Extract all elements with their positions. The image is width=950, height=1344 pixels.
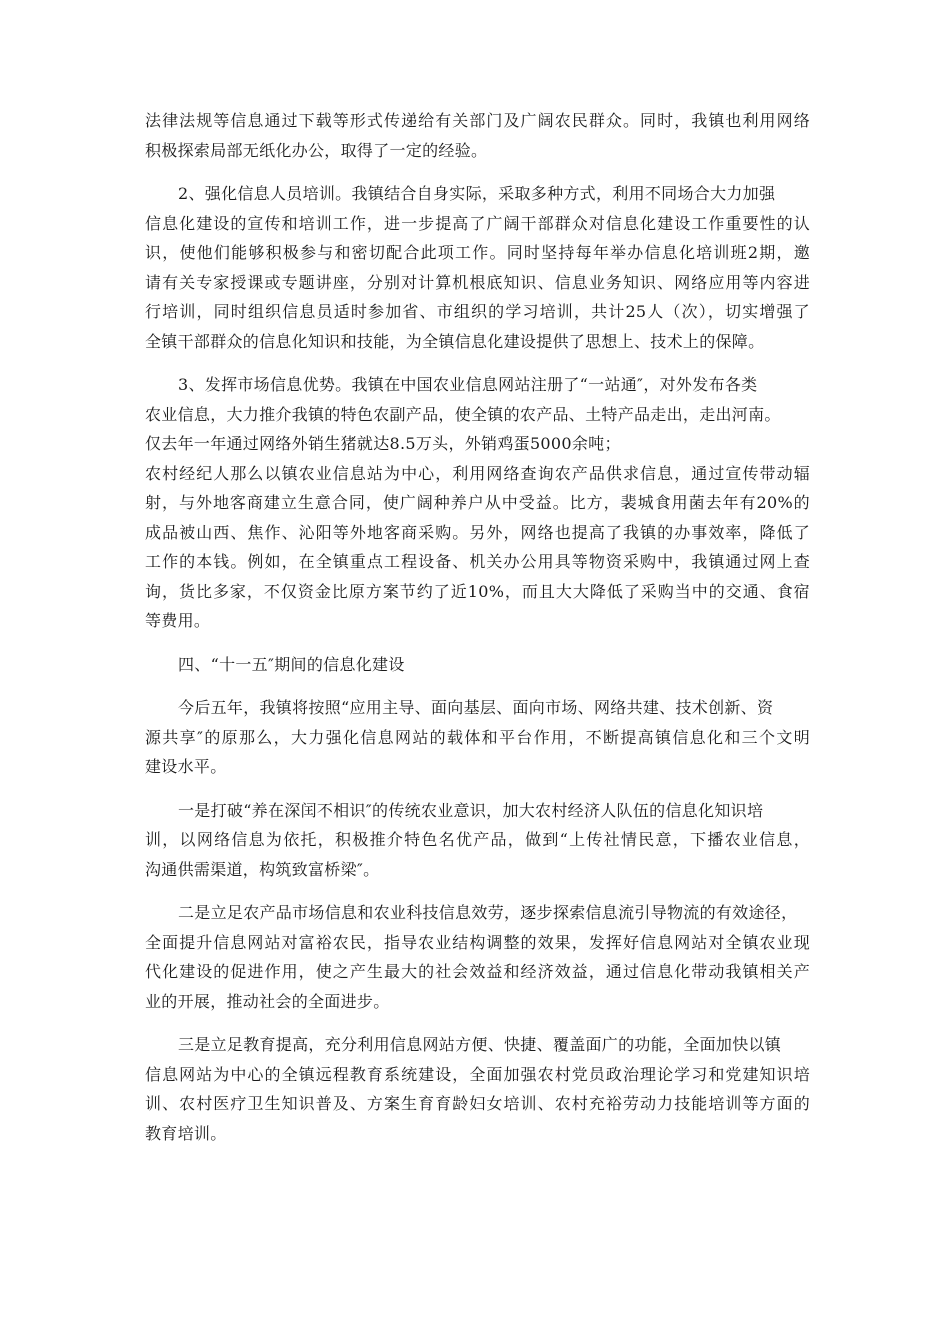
text-line: 请有关专家授课或专题讲座，分别对计算机根底知识、信息业务知识、网络应用等内容进 — [145, 272, 810, 292]
text-line: 三是立足教育提高，充分利用信息网站方便、快捷、覆盖面广的功能，全面加快以镇 — [178, 1035, 782, 1054]
text-line: 行培训，同时组织信息员适时参加省、市组织的学习培训，共计25人（次），切实增强了 — [145, 302, 810, 321]
paragraph-3 — [145, 370, 810, 636]
text-line: 源共享″的原那么，大力强化信息网站的载体和平台作用，不断提高镇信息化和三个文明 — [145, 727, 810, 747]
text-line: 今后五年，我镇将按照“应用主导、面向基层、面向市场、网络共建、技术创新、资 — [178, 698, 774, 717]
text-line: 教育培训。 — [145, 1123, 227, 1143]
text-line: 训、农村医疗卫生知识普及、方案生育育龄妇女培训、农村充裕劳动力技能培训等方面的 — [145, 1094, 810, 1113]
paragraph-1 — [145, 106, 810, 165]
text-line: 二是立足农产品市场信息和农业科技信息效劳，逐步探索信息流引导物流的有效途径， — [178, 903, 798, 922]
paragraph-6 — [145, 796, 810, 885]
text-line: 业的开展，推动社会的全面进步。 — [145, 991, 390, 1011]
text-line: 代化建设的促进作用，使之产生最大的社会效益和经济效益，通过信息化带动我镇相关产 — [145, 962, 810, 981]
text-line: 3、发挥市场信息优势。我镇在中国农业信息网站注册了“一站通″，对外发布各类 — [178, 375, 758, 394]
text-line: 建设水平。 — [145, 757, 227, 776]
section-heading — [145, 650, 810, 680]
text-line: 射，与外地客商建立生意合同，使广阔种养户从中受益。比方，裴城食用菌去年有20%的 — [145, 493, 810, 512]
paragraph-5 — [145, 693, 810, 782]
text-line: 识，使他们能够积极参与和密切配合此项工作。同时坚持每年举办信息化培训班2期，邀 — [145, 243, 810, 262]
paragraph-2 — [145, 179, 810, 356]
text-line: 全面提升信息网站对富裕农民，指导农业结构调整的效果，发挥好信息网站对全镇农业现 — [145, 932, 810, 952]
paragraph-7 — [145, 898, 810, 1016]
text-line: 等费用。 — [145, 611, 211, 630]
text-line: 信息网站为中心的全镇远程教育系统建设，全面加强农村党员政治理论学习和党建知识培 — [145, 1064, 810, 1084]
text-line: 法律法规等信息通过下载等形式传递给有关部门及广阔农民群众。同时，我镇也利用网络 — [145, 111, 810, 130]
text-line: 询，货比多家，不仅资金比原方案节约了近10%，而且大大降低了采购当中的交通、食宿 — [145, 581, 810, 601]
text-line: 信息化建设的宣传和培训工作，进一步提高了广阔干部群众对信息化建设工作重要性的认 — [145, 213, 810, 233]
text-line: 农业信息，大力推介我镇的特色农副产品，使全镇的农产品、土特产品走出，走出河南。 — [145, 404, 781, 424]
text-line: 成品被山西、焦作、沁阳等外地客商采购。另外，网络也提高了我镇的办事效率，降低了 — [145, 522, 810, 542]
text-line: 工作的本钱。例如，在全镇重点工程设备、机关办公用具等物资采购中，我镇通过网上查 — [145, 552, 810, 571]
heading-line: 四、“十一五″期间的信息化建设 — [178, 654, 405, 674]
text-line: 一是打破“养在深闰不相识″的传统农业意识，加大农村经济人队伍的信息化知识培 — [178, 800, 764, 820]
document-page — [145, 106, 810, 1148]
text-line: 全镇干部群众的信息化知识和技能，为全镇信息化建设提供了思想上、技术上的保障。 — [145, 331, 765, 351]
text-line: 仅去年一年通过网络外销生猪就达8.5万头，外销鸡蛋5000余吨； — [145, 434, 621, 453]
text-line: 2、强化信息人员培训。我镇结合自身实际，采取多种方式，利用不同场合大力加强 — [178, 184, 776, 203]
text-line: 农村经纪人那么以镇农业信息站为中心，利用网络查询农产品供求信息，通过宣传带动辐 — [145, 463, 810, 483]
text-line: 积极探索局部无纸化办公，取得了一定的经验。 — [145, 140, 488, 160]
text-line: 训，以网络信息为依托，积极推介特色名优产品，做到“上传社情民意，下播农业信息， — [145, 830, 810, 849]
text-line: 沟通供需渠道，构筑致富桥梁″。 — [145, 859, 380, 879]
paragraph-8 — [145, 1030, 810, 1148]
